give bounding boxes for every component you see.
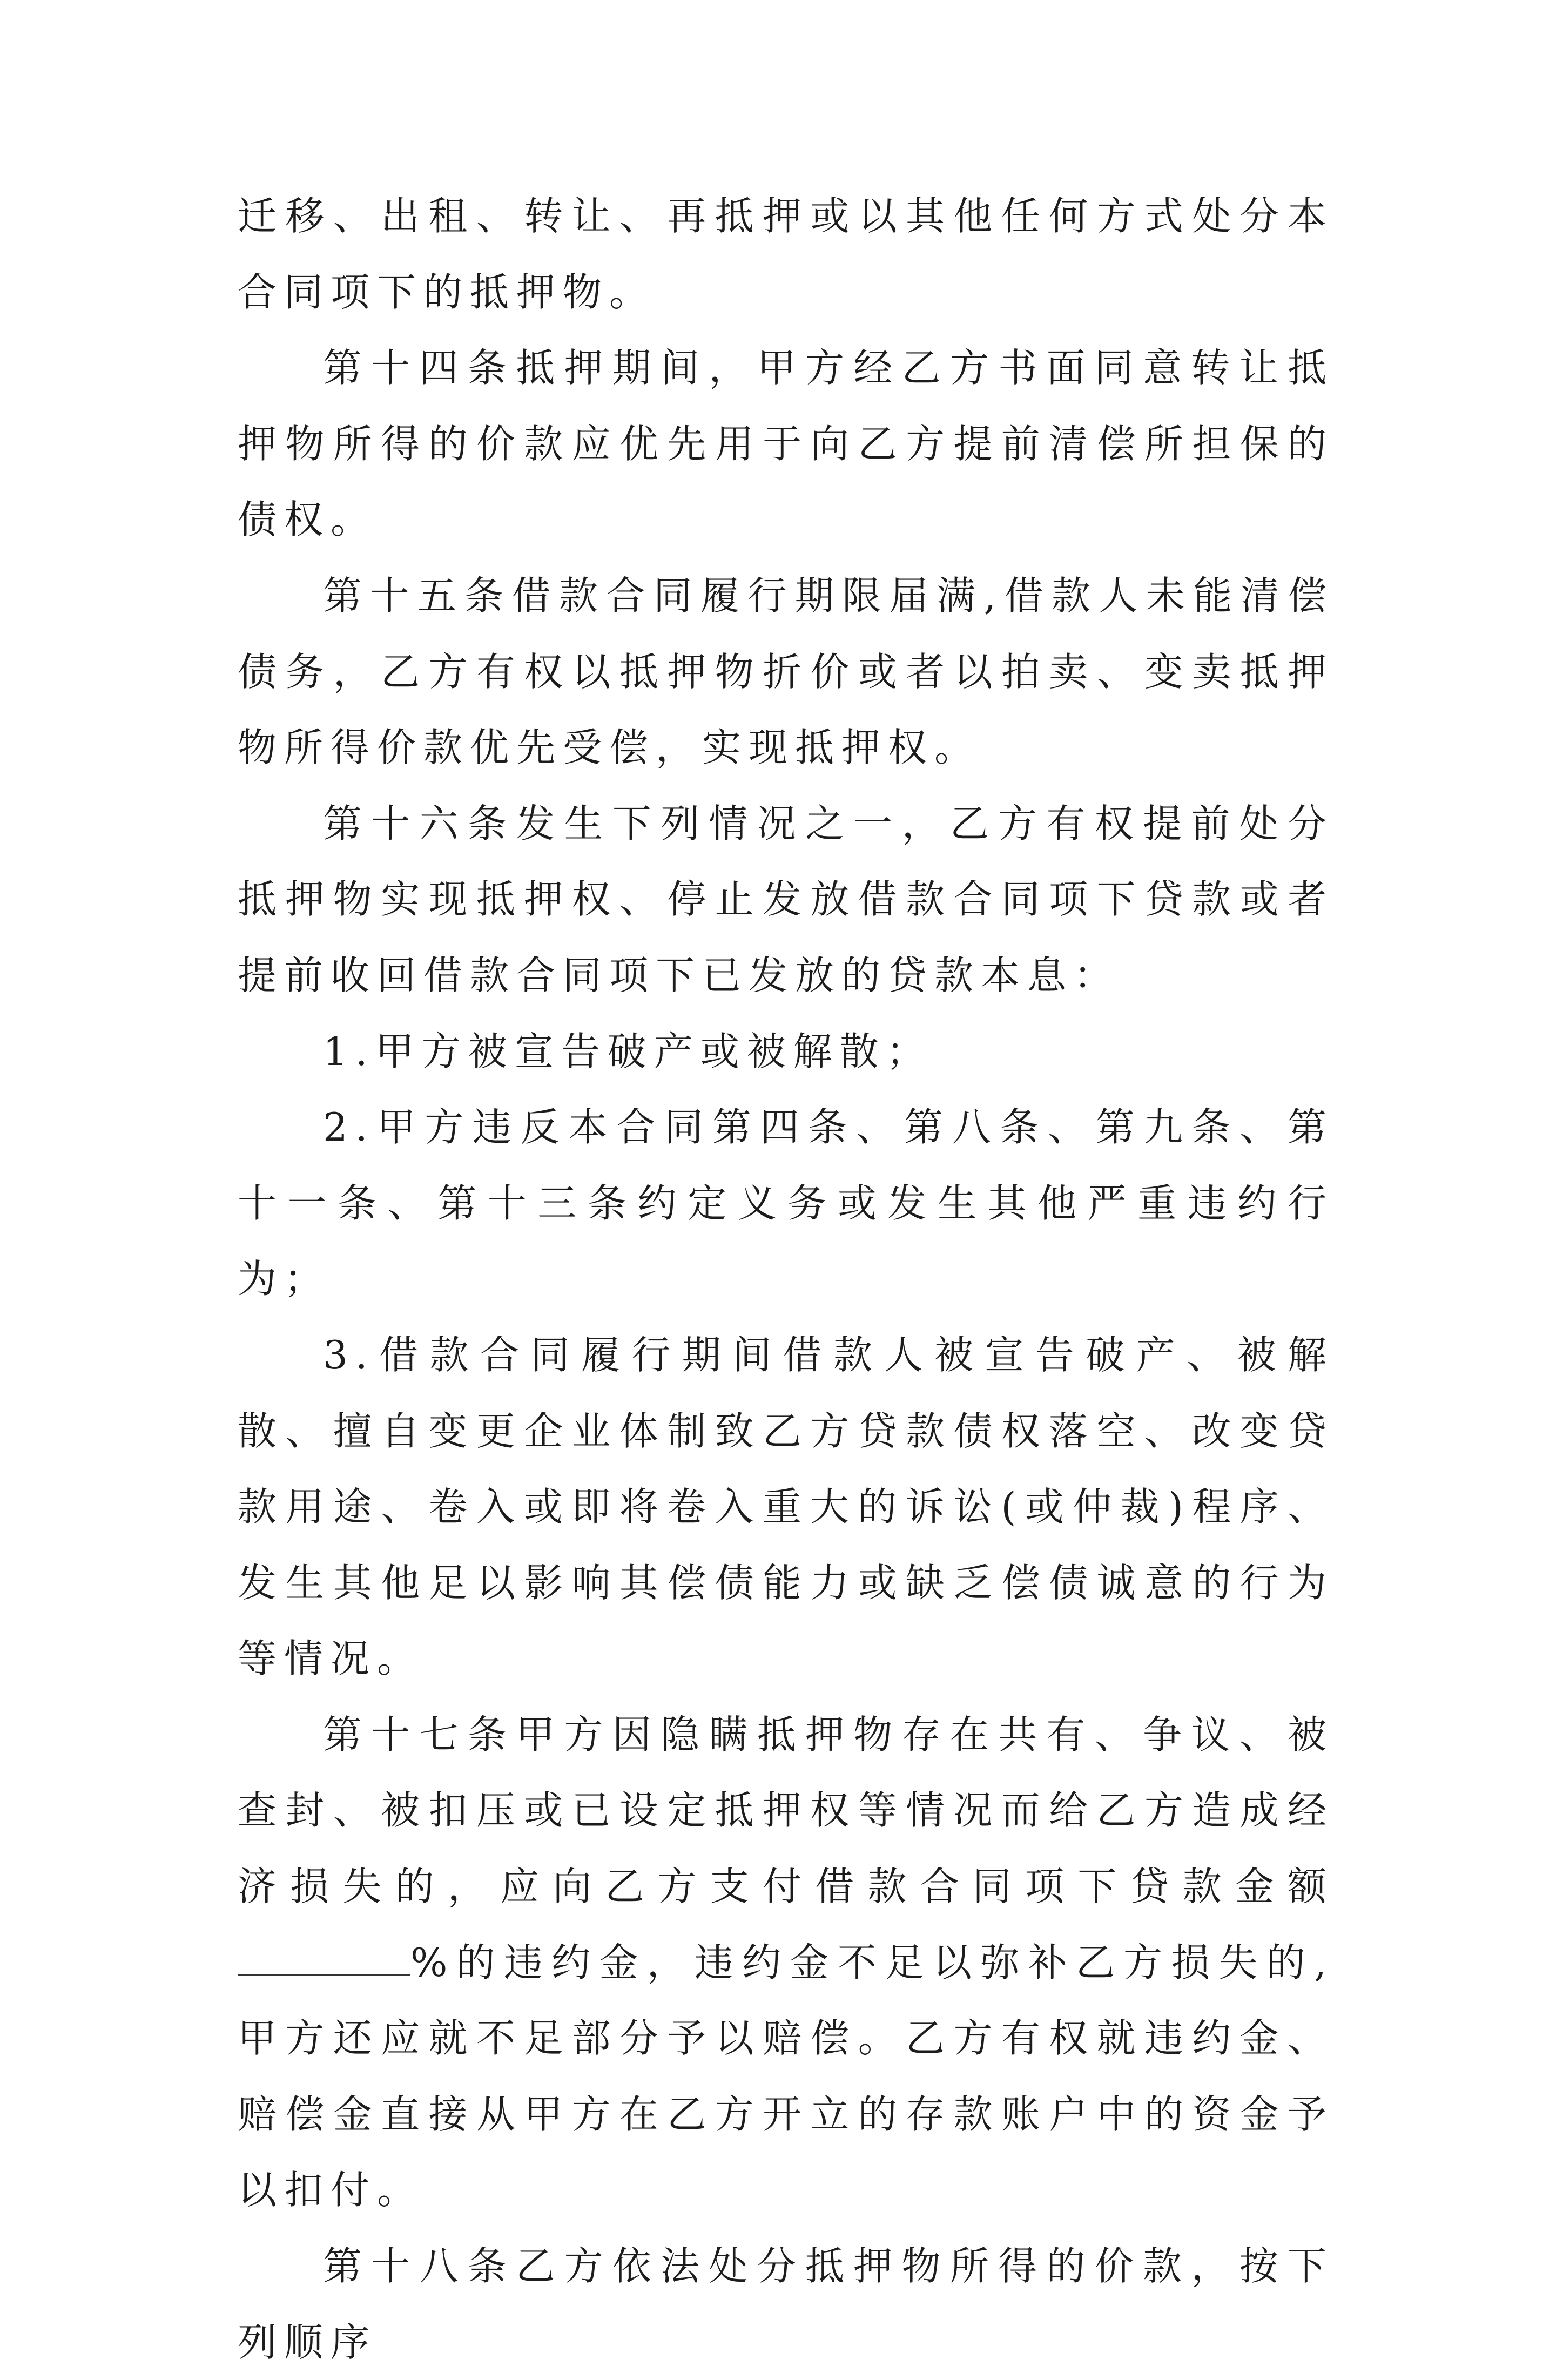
list-item-1: 1.甲方被宣告破产或被解散； [323,1028,933,1074]
clause-17-text-after: %的违约金，违约金不足以弥补乙方损失的,甲方还应就不足部分予以赔偿。乙方有权就违约金、赔偿金直接从甲方在乙方开立的存款账户中的资金予以扣付。 [238,1939,1334,2213]
list-item-3: 3.借款合同履行期间借款人被宣告破产、被解散、擅自变更企业体制致乙方贷款债权落空、改变贷款用途、卷入或即将卷入重大的诉讼(或仲裁)程序、发生其他足以影响其偿债能力或缺乏偿债诚意的行为等情况。 [238,1332,1334,1682]
paragraph-clause-16: 第十六条发生下列情况之一，乙方有权提前处分抵押物实现抵押权、停止发放借款合同项下贷款或者提前收回借款合同项下已发放的贷款本息： [238,800,1334,998]
list-item-2: 2.甲方违反本合同第四条、第八条、第九条、第十一条、第十三条约定义务或发生其他严重违约行为； [238,1104,1334,1302]
fill-in-blank [238,1942,410,1976]
clause-17-text-before: 第十七条甲方因隐瞒抵押物存在共有、争议、被查封、被扣压或已设定抵押权等情况而给乙方造成经济损失的，应向乙方支付借款合同项下贷款金额 [238,1711,1334,1910]
paragraph-continuation: 迁移、出租、转让、再抵押或以其他任何方式处分本合同项下的抵押物。 [238,193,1334,315]
paragraph-clause-14: 第十四条抵押期间，甲方经乙方书面同意转让抵押物所得的价款应优先用于向乙方提前清偿所担保的债权。 [238,345,1334,543]
paragraph-clause-18: 第十八条乙方依法处分抵押物所得的价款，按下列顺序 [238,2243,1334,2365]
document-page [238,178,1334,2380]
paragraph-clause-15: 第十五条借款合同履行期限届满,借款人未能清偿债务，乙方有权以抵押物折价或者以拍卖、变卖抵押物所得价款优先受偿，实现抵押权。 [238,572,1334,771]
paragraph-clause-17 [238,1697,1334,2228]
